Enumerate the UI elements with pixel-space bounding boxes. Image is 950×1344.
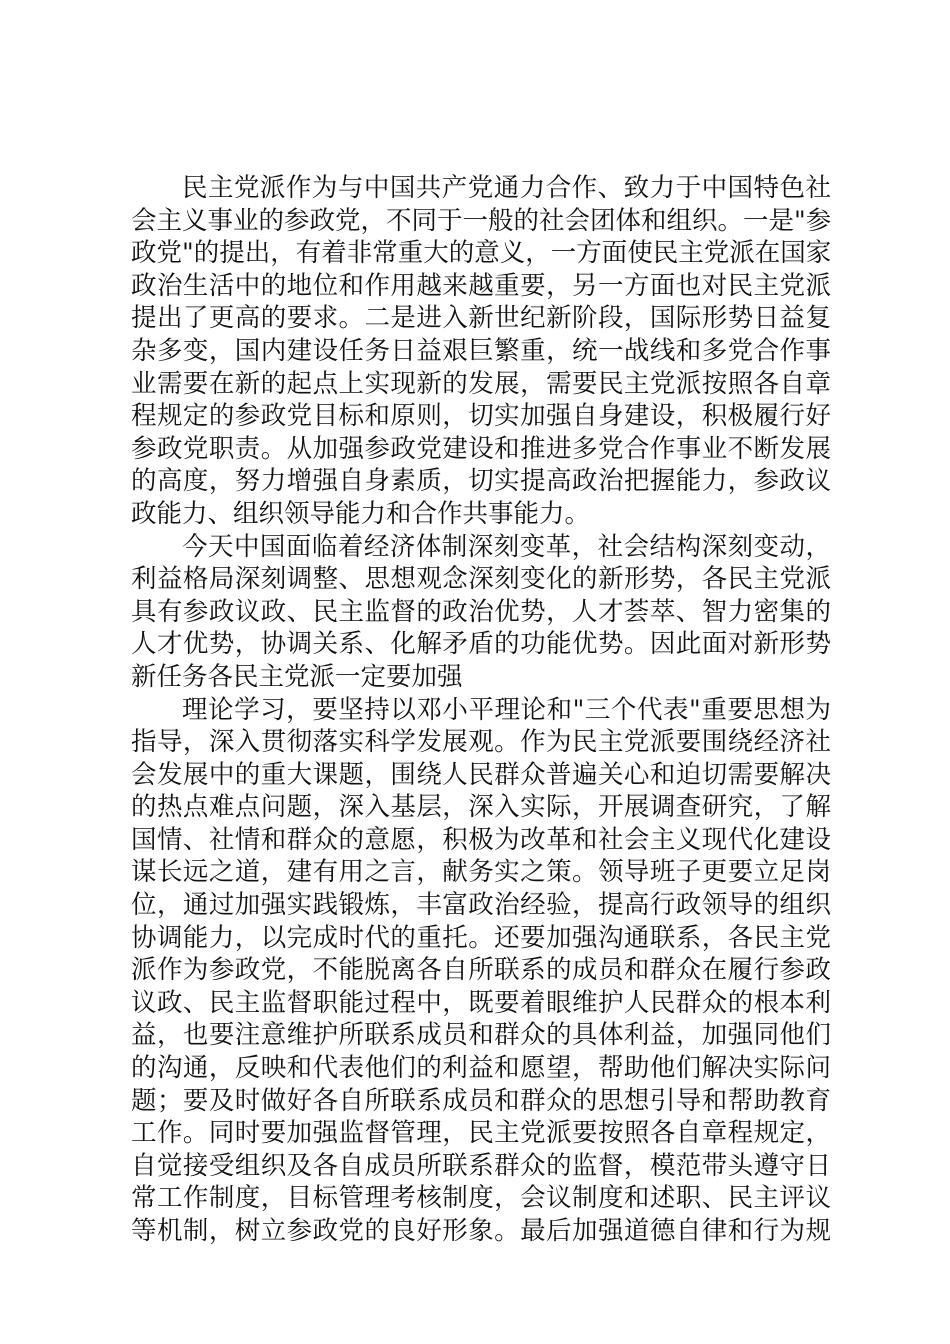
- paragraph-1-line: 政党"的提出，有着非常重大的意义，一方面使民主党派在国家: [131, 238, 832, 269]
- paragraph-1-line: 参政党职责。从加强参政党建设和推进多党合作事业不断发展: [131, 433, 831, 464]
- paragraph-2-line: 具有参政议政、民主监督的政治优势，人才荟萃、智力密集的: [131, 596, 831, 627]
- paragraph-3-line: 自觉接受组织及各自成员所联系群众的监督，模范带头遵守日: [131, 1150, 831, 1181]
- paragraph-3-line: 谋长远之道，建有用之言，献务实之策。领导班子更要立足岗: [131, 857, 831, 888]
- paragraph-1-line: 程规定的参政党目标和原则，切实加强自身建设，积极履行好: [131, 401, 831, 432]
- paragraph-1-line: 的高度，努力增强自身素质，切实提高政治把握能力，参政议: [131, 466, 831, 497]
- paragraph-3-line: 理论学习，要坚持以邓小平理论和"三个代表"重要思想为: [182, 694, 831, 725]
- paragraph-3-line: 等机制，树立参政党的良好形象。最后加强道德自律和行为规: [131, 1216, 831, 1246]
- paragraph-3-line: 位，通过加强实践锻炼，丰富政治经验，提高行政领导的组织: [131, 890, 831, 921]
- paragraph-2-line: 今天中国面临着经济体制深刻变革，社会结构深刻变动，: [182, 531, 831, 562]
- paragraph-1-line: 业需要在新的起点上实现新的发展，需要民主党派按照各自章: [131, 368, 831, 399]
- body-text: [131, 172, 831, 1248]
- paragraph-3-line: 派作为参政党，不能脱离各自所联系的成员和群众在履行参政: [131, 955, 831, 986]
- paragraph-1-line: 民主党派作为与中国共产党通力合作、致力于中国特色社: [182, 173, 831, 203]
- paragraph-1-line: 会主义事业的参政党，不同于一般的社会团体和组织。一是"参: [131, 205, 832, 236]
- paragraph-3-line: 题；要及时做好各自所联系成员和群众的思想引导和帮助教育: [131, 1085, 831, 1116]
- paragraph-1-line: 提出了更高的要求。二是进入新世纪新阶段，国际形势日益复: [131, 303, 831, 334]
- paragraph-2-line: 人才优势，协调关系、化解矛盾的功能优势。因此面对新形势: [131, 629, 831, 660]
- paragraph-1-line: 政能力、组织领导能力和合作共事能力。: [131, 498, 591, 529]
- paragraph-3-line: 工作。同时要加强监督管理，民主党派要按照各自章程规定，: [131, 1118, 831, 1149]
- paragraph-3-line: 议政、民主监督职能过程中，既要着眼维护人民群众的根本利: [131, 987, 831, 1018]
- paragraph-3-line: 国情、社情和群众的意愿，积极为改革和社会主义现代化建设: [131, 824, 831, 855]
- paragraph-3-line: 的沟通，反映和代表他们的利益和愿望，帮助他们解决实际问: [131, 1053, 831, 1084]
- paragraph-1-line: 杂多变，国内建设任务日益艰巨繁重，统一战线和多党合作事: [131, 335, 831, 366]
- paragraph-3-line: 会发展中的重大课题，围绕人民群众普遍关心和迫切需要解决: [131, 759, 831, 790]
- paragraph-3-line: 常工作制度，目标管理考核制度，会议制度和述职、民主评议: [131, 1183, 831, 1214]
- paragraph-2-line: 新任务各民主党派一定要加强: [131, 661, 463, 692]
- paragraph-3-line: 指导，深入贯彻落实科学发展观。作为民主党派要围绕经济社: [131, 727, 831, 758]
- paragraph-3-line: 协调能力，以完成时代的重托。还要加强沟通联系，各民主党: [131, 922, 831, 953]
- paragraph-1-line: 政治生活中的地位和作用越来越重要，另一方面也对民主党派: [131, 270, 831, 301]
- paragraph-3-line: 益，也要注意维护所联系成员和群众的具体利益，加强同他们: [131, 1020, 831, 1051]
- paragraph-3-line: 的热点难点问题，深入基层，深入实际，开展调查研究，了解: [131, 792, 831, 823]
- paragraph-2-line: 利益格局深刻调整、思想观念深刻变化的新形势，各民主党派: [131, 564, 831, 595]
